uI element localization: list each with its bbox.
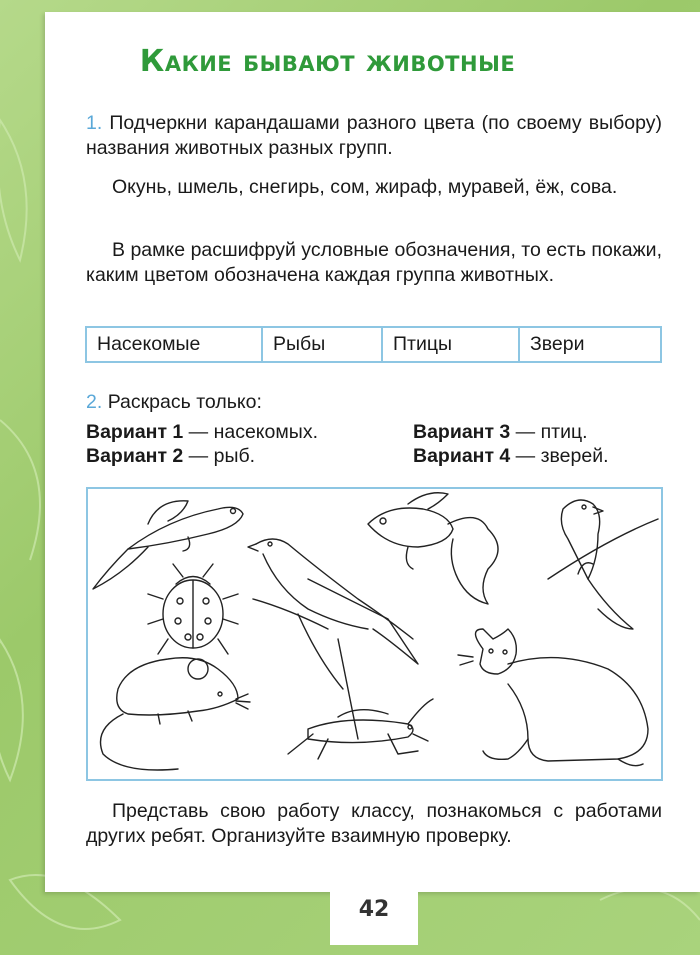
group-cell-fish[interactable]: Рыбы xyxy=(263,328,383,361)
sparrow-picture[interactable] xyxy=(548,500,658,629)
group-cell-birds[interactable]: Птицы xyxy=(383,328,520,361)
task2-instruction-text: Раскрась только: xyxy=(107,391,262,413)
closing-text: Представь свою работу классу, познакомься с работами других ребят. Организуйте взаимную проверку. xyxy=(86,800,662,847)
variant-4 xyxy=(413,444,609,468)
variant-2 xyxy=(86,444,255,468)
page-title: Какие бывают животные xyxy=(139,44,516,79)
task1-instruction-text: Подчеркни карандашами разного цвета (по своему выбору) названия животных разных групп. xyxy=(86,112,662,159)
variant-1-text: — насекомых. xyxy=(183,421,318,443)
variant-2-text: — рыб. xyxy=(183,445,256,467)
task1-number: 1. xyxy=(86,112,103,134)
variant-1-label: Вариант 1 xyxy=(86,421,184,443)
variant-4-label: Вариант 4 xyxy=(413,445,511,467)
group-cell-insects[interactable]: Насекомые xyxy=(87,328,263,361)
mouse-picture[interactable] xyxy=(101,658,251,770)
animals-list: Окунь, шмель, снегирь, сом, жираф, муравей, ёж, сова. xyxy=(112,176,618,198)
animal-pictures-frame xyxy=(86,487,663,781)
task2-number: 2. xyxy=(86,391,103,413)
goldfish-picture[interactable] xyxy=(368,493,498,604)
cat-picture[interactable] xyxy=(458,629,648,766)
variant-3-label: Вариант 3 xyxy=(413,421,511,443)
task2-text xyxy=(86,390,662,415)
page-number: 42 xyxy=(358,897,390,922)
variant-1 xyxy=(86,420,318,444)
grasshopper-picture[interactable] xyxy=(288,699,433,759)
variant-2-label: Вариант 2 xyxy=(86,445,184,467)
legend-instruction: В рамке расшифруй условные обозначения, то есть покажи, каким цветом обозначена каждая группа животных. xyxy=(86,239,662,286)
swallow-picture[interactable] xyxy=(248,539,418,739)
animal-groups-table xyxy=(85,326,662,363)
group-cell-mammals[interactable]: Звери xyxy=(530,333,585,355)
fish-left-picture[interactable] xyxy=(93,501,243,589)
ladybug-picture[interactable] xyxy=(148,564,238,654)
variant-4-text: — зверей. xyxy=(510,445,609,467)
variant-3-text: — птиц. xyxy=(510,421,588,443)
variant-3 xyxy=(413,420,588,444)
task1-text xyxy=(86,111,662,161)
